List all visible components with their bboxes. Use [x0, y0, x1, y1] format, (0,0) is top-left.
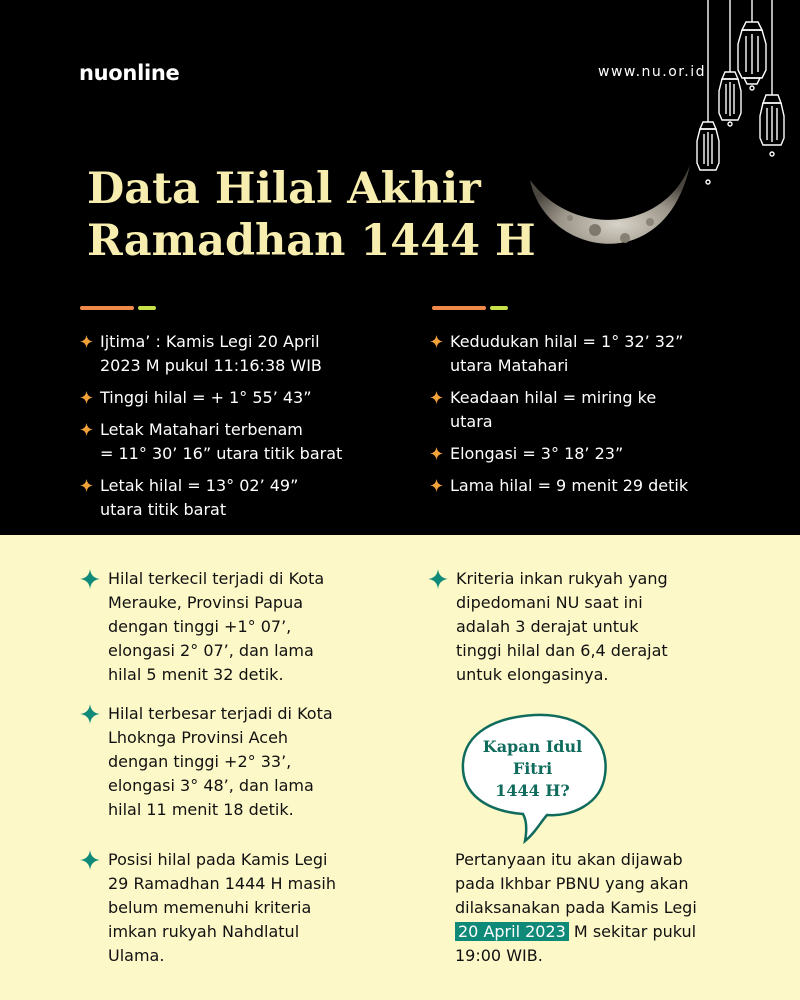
title-line-2: Ramadhan 1444 H [87, 216, 536, 266]
star-bullet-icon [430, 479, 443, 492]
summary-line: elongasi 2° 07’, dan lama [108, 641, 314, 660]
star-bullet-icon [80, 704, 100, 724]
summary-line: Kriteria inkan rukyah yang [456, 569, 668, 588]
summary-line: Posisi hilal pada Kamis Legi [108, 850, 328, 869]
summary-line: Hilal terkecil terjadi di Kota [108, 569, 325, 588]
hilal-data-right-list [430, 330, 760, 506]
lanterns-decoration [690, 0, 800, 195]
summary-left-list [80, 567, 410, 687]
website-url: www.nu.or.id [598, 64, 706, 80]
star-bullet-icon [80, 391, 93, 404]
bubble-line-1: Kapan Idul Fitri [482, 737, 583, 778]
data-line: Lama hilal = 9 menit 29 detik [450, 476, 689, 495]
list-item [80, 418, 400, 466]
summary-line: dipedomani NU saat ini [456, 593, 643, 612]
answer-line: dilaksanakan pada Kamis Legi [455, 898, 697, 917]
data-line: = 11° 30’ 16” utara titik barat [100, 444, 343, 463]
summary-line: hilal 11 menit 18 detik. [108, 800, 294, 819]
data-line: 2023 M pukul 11:16:38 WIB [100, 356, 322, 375]
list-item [430, 386, 760, 434]
summary-line: dengan tinggi +1° 07’, [108, 617, 292, 636]
summary-right-list [428, 567, 768, 687]
summary-line: elongasi 3° 48’, dan lama [108, 776, 314, 795]
list-item [80, 702, 410, 822]
answer-line: M sekitar pukul [573, 922, 697, 941]
star-bullet-icon [80, 335, 93, 348]
answer-line: Pertanyaan itu akan dijawab [455, 850, 683, 869]
list-item [430, 474, 760, 498]
summary-line: adalah 3 derajat untuk [456, 617, 639, 636]
list-item [80, 848, 410, 968]
star-bullet-icon [430, 391, 443, 404]
data-line: Keadaan hilal = miring ke [450, 388, 657, 407]
list-item [80, 330, 400, 378]
divider-right-orange [432, 306, 486, 310]
summary-line: Hilal terbesar terjadi di Kota [108, 704, 333, 723]
page-title [87, 163, 536, 267]
summary-line: Lhoknga Provinsi Aceh [108, 728, 289, 747]
speech-bubble-text [470, 736, 595, 802]
divider-left-green [138, 306, 156, 310]
data-line: Tinggi hilal = + 1° 55’ 43” [100, 388, 312, 407]
list-item [80, 567, 410, 687]
star-bullet-icon [80, 479, 93, 492]
summary-line: Ulama. [108, 946, 165, 965]
summary-line: Merauke, Provinsi Papua [108, 593, 304, 612]
answer-line: pada Ikhbar PBNU yang akan [455, 874, 689, 893]
star-bullet-icon [428, 569, 448, 589]
divider-left-orange [80, 306, 134, 310]
star-bullet-icon [80, 850, 100, 870]
date-highlight: 20 April 2023 [455, 922, 569, 941]
list-item [430, 330, 760, 378]
list-item [80, 386, 400, 410]
summary-line: imkan rukyah Nahdlatul [108, 922, 300, 941]
summary-line: tinggi hilal dan 6,4 derajat [456, 641, 668, 660]
data-line: utara [450, 412, 493, 431]
list-item [80, 474, 400, 522]
summary-left-list-3 [80, 848, 410, 968]
divider-right-green [490, 306, 508, 310]
data-line: Ijtima’ : Kamis Legi 20 April [100, 332, 320, 351]
answer-paragraph [455, 848, 755, 968]
list-item [430, 442, 760, 466]
crescent-moon-image [525, 160, 695, 270]
hilal-data-left-list [80, 330, 400, 530]
summary-line: belum memenuhi kriteria [108, 898, 312, 917]
star-bullet-icon [430, 447, 443, 460]
data-line: utara Matahari [450, 356, 569, 375]
list-item [428, 567, 768, 687]
answer-line: 19:00 WIB. [455, 946, 543, 965]
summary-left-list-2 [80, 702, 410, 822]
summary-line: dengan tinggi +2° 33’, [108, 752, 292, 771]
summary-line: untuk elongasinya. [456, 665, 609, 684]
data-line: Elongasi = 3° 18’ 23” [450, 444, 624, 463]
title-line-1: Data Hilal Akhir [87, 164, 481, 214]
data-line: Letak hilal = 13° 02’ 49” [100, 476, 299, 495]
star-bullet-icon [80, 423, 93, 436]
summary-line: 29 Ramadhan 1444 H masih [108, 874, 336, 893]
star-bullet-icon [80, 569, 100, 589]
summary-line: hilal 5 menit 32 detik. [108, 665, 284, 684]
nuonline-logo: nuonline [79, 61, 180, 85]
star-bullet-icon [430, 335, 443, 348]
data-line: utara titik barat [100, 500, 227, 519]
data-line: Letak Matahari terbenam [100, 420, 303, 439]
bubble-line-2: 1444 H? [495, 781, 570, 800]
data-line: Kedudukan hilal = 1° 32’ 32” [450, 332, 684, 351]
